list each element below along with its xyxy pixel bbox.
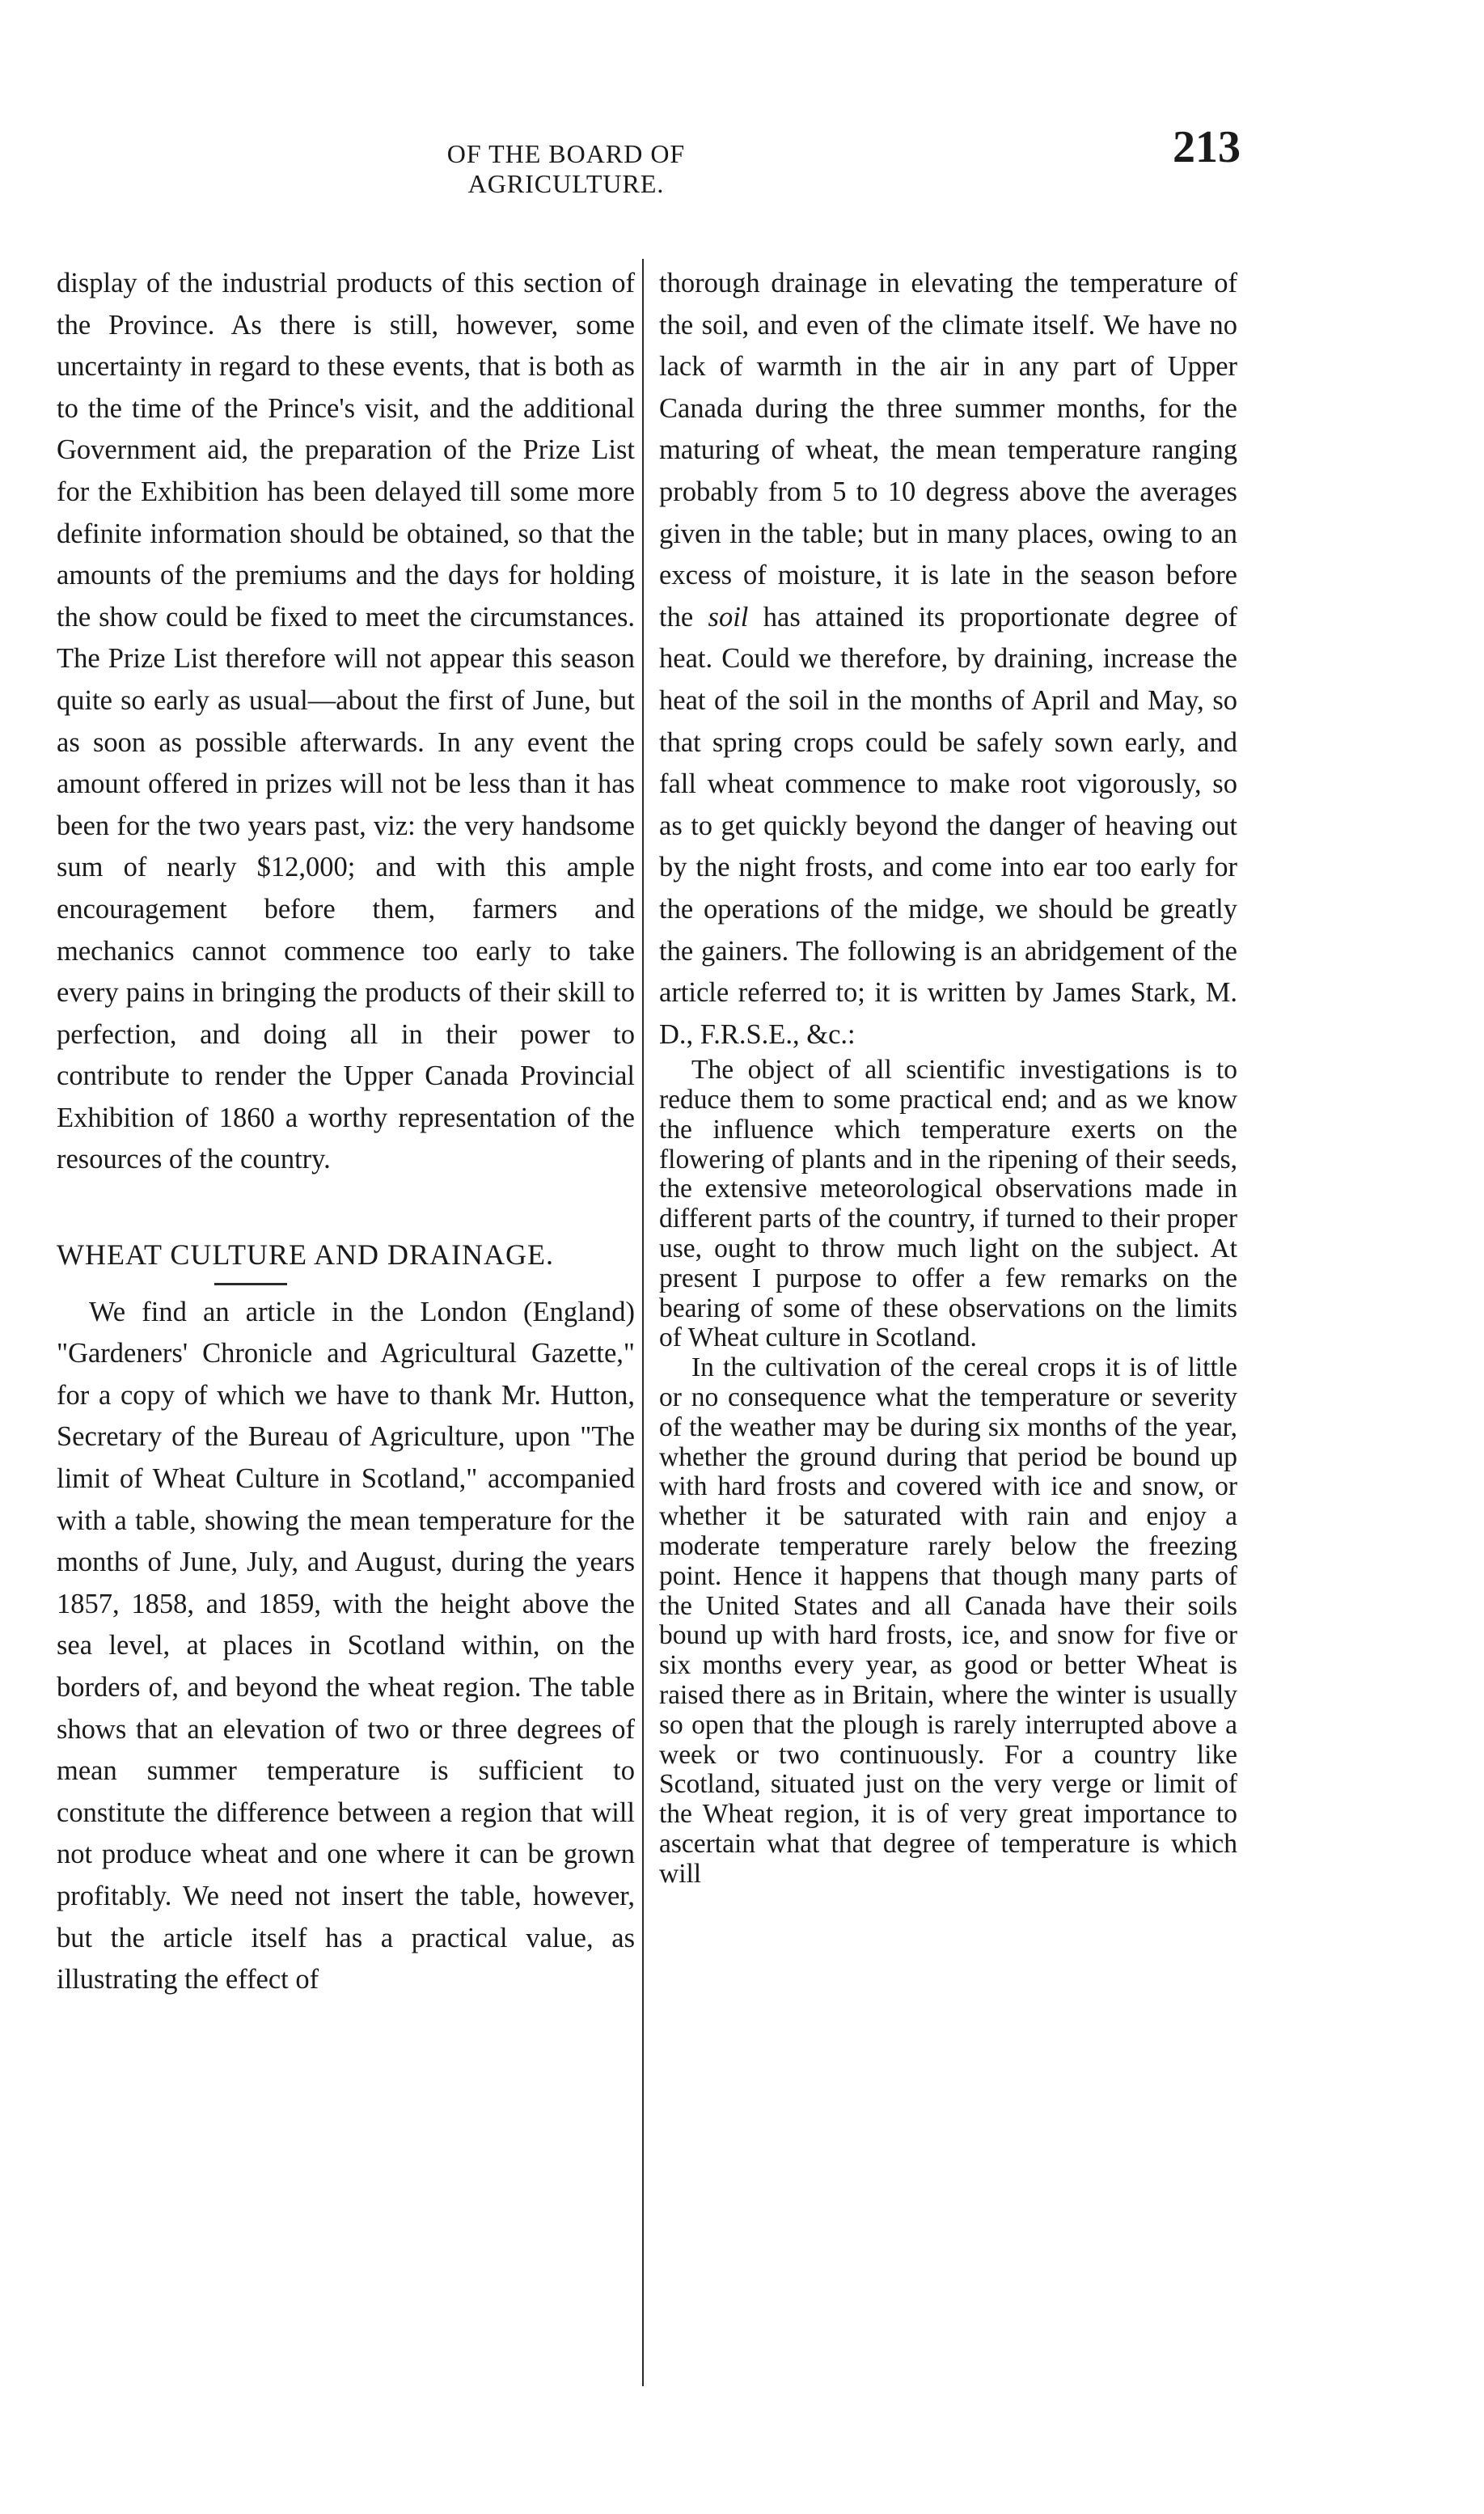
right-paragraph-1 [659, 263, 1237, 1056]
running-title: OF THE BOARD OF AGRICULTURE. [446, 139, 686, 198]
right-paragraph-1-part-a: thorough drainage in elevating the temperature of the soil, and even of the climate itself. We have no lack of warmth in the air in any part of Upper Canada during the three summer months, for the maturing of wheat, the mean temperature ranging probably from 5 to 10 degress above the averages given in the table; but in many places, owing to an excess of moisture, it is late in the season before the [659, 268, 1237, 633]
quoted-article [659, 1056, 1237, 1889]
heading-rule [214, 1283, 287, 1285]
page-number: 213 [1173, 122, 1241, 172]
italic-soil: soil [708, 601, 749, 633]
running-head [0, 121, 1484, 198]
section-spacer [57, 1181, 635, 1234]
section-heading: WHEAT CULTURE AND DRAINAGE. [57, 1238, 554, 1272]
quoted-paragraph-2: In the cultivation of the cereal crops it is of little or no consequence what the temperature or severity of the weather may be during six months of the year, whether the ground during that period be bound up with hard frosts and covered with ice and snow, or whether it be saturated with rain and enjoy a moderate temperature rarely below the freezing point. Hence it happens that though many parts of the United States and all Canada have their soils bound up with hard frosts, ice, and snow for five or six months every year, as good or better Wheat is raised there as in Britain, where the winter is usually so open that the plough is rarely interrupted above a week or two continuously. For a country like Scotland, situated just on the very verge or limit of the Wheat region, it is of very great importance to ascertain what that degree of temperature is which will [659, 1352, 1237, 1889]
left-paragraph-1: display of the industrial products of this section of the Province. As there is still, however, some uncertainty in regard to these events, that is both as to the time of the Prince's visit, and the additional Government aid, the preparation of the Prize List for the Exhibition has been delayed till some more definite information should be obtained, so that the amounts of the premiums and the days for holding the show could be fixed to meet the circumstances. The Prize List therefore will not appear this season quite so early as usual—about the first of June, but as soon as possible afterwards. In any event the amount offered in prizes will not be less than it has been for the two years past, viz: the very handsome sum of nearly $12,000; and with this ample encouragement before them, farmers and mechanics cannot commence too early to take every pains in bringing the products of their skill to perfection, and doing all in their power to contribute to render the Upper Canada Provincial Exhibition of 1860 a worthy representation of the resources of the country. [57, 268, 635, 1175]
left-column [57, 263, 635, 2001]
right-column [659, 263, 1237, 1890]
left-paragraph-2: We find an article in the London (England) "Gardeners' Chronicle and Agricultural Gazette," for a copy of which we have to thank Mr. Hutton, Secretary of the Bureau of Agriculture, upon "The limit of Wheat Culture in Scotland," accompanied with a table, showing the mean temperature for the months of June, July, and August, during the years 1857, 1858, and 1859, with the height above the sea level, at places in Scotland within, on the borders of, and beyond the wheat region. The table shows that an elevation of two or three degrees of mean summer temperature is sufficient to constitute the difference between a region that will not produce wheat and one where it can be grown profitably. We need not insert the table, however, but the article itself has a practical value, as illustrating the effect of [57, 1296, 635, 1996]
right-paragraph-1-part-b: has attained its proportionate degree of heat. Could we therefore, by draining, increase the heat of the soil in the months of April and May, so that spring crops could be safely sown early, and fall wheat commence to make root vigorously, so as to get quickly beyond the danger of heaving out by the night frosts, and come into ear too early for the operations of the midge, we should be greatly the gainers. The following is an abridgement of the article referred to; it is written by James Stark, M. D., F.R.S.E., &c.: [659, 601, 1237, 1050]
quoted-paragraph-1: The object of all scientific investigations is to reduce them to some practical end; and as we know the influence which temperature exerts on the flowering of plants and in the ripening of their seeds, the extensive meteorological observations made in different parts of the country, if turned to their proper use, ought to throw much light on the subject. At present I purpose to offer a few remarks on the bearing of some of these observations on the limits of Wheat culture in Scotland. [659, 1055, 1237, 1353]
column-divider [642, 259, 644, 2386]
